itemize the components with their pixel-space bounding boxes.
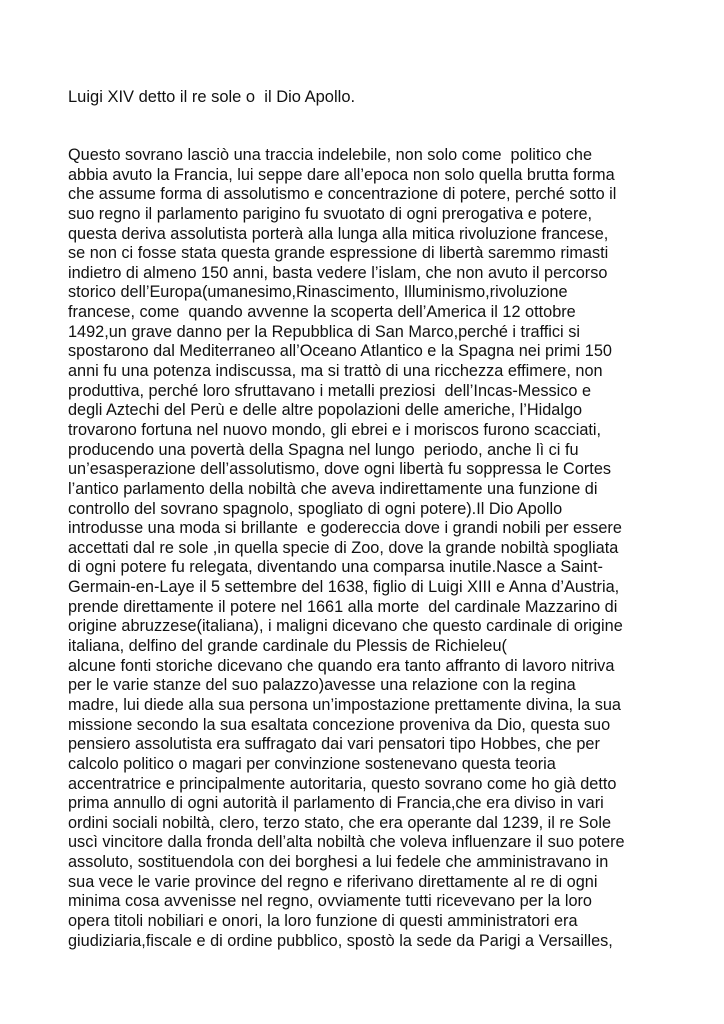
document-title: Luigi XIV detto il re sole o il Dio Apollo. [68,88,356,106]
text-line: giudiziaria,fiscale e di ordine pubblico, spostò la sede da Parigi a Versailles, [68,931,613,950]
text-line: sua vece le varie province del regno e riferivano direttamente al re di ogni [68,872,598,891]
text-line: pensiero assolutista era suffragato dai vari pensatori tipo Hobbes, che per [68,735,600,754]
text-line: indietro di almeno 150 anni, basta vedere l’islam, che non avuto il percorso [68,263,608,282]
text-line: produttiva, perché loro sfruttavano i metalli preziosi dell’Incas-Messico e [68,381,592,400]
text-line: origine abruzzese(italiana), i maligni dicevano che questo cardinale di origine [68,617,623,636]
text-line: calcolo politico o magari per convinzione sostenevano questa teoria [68,754,556,773]
text-line: francese, come quando avvenne la scoperta dell’America il 12 ottobre [68,303,576,322]
text-line: prima annullo di ogni autorità il parlamento di Francia,che era diviso in vari [68,794,604,813]
text-line: italiana, delfino del grande cardinale du Plessis de Richieleu( [68,637,507,656]
text-line: prende direttamente il potere nel 1661 alla morte del cardinale Mazzarino di [68,597,618,616]
text-line: l’antico parlamento della nobiltà che aveva indirettamente una funzione di [68,479,598,498]
text-line: madre, lui diede alla sua persona un’impostazione prettamente divina, la sua [68,695,621,714]
text-line: abbia avuto la Francia, lui seppe dare all’epoca non solo quella brutta forma [68,165,615,184]
text-line: Germain-en-Laye il 5 settembre del 1638, figlio di Luigi XIII e Anna d’Austria, [68,578,620,597]
text-line: trovarono fortuna nel nuovo mondo, gli ebrei e i moriscos furono scacciati, [68,420,602,439]
text-line: controllo del sovrano spagnolo, spogliato di ogni potere).Il Dio Apollo [68,499,563,518]
text-line: producendo una povertà della Spagna nel lungo periodo, anche lì ci fu [68,440,579,459]
text-line: ordini sociali nobiltà, clero, terzo stato, che era operante dal 1239, il re Sole [68,813,612,832]
text-line: questa deriva assolutista porterà alla lunga alla mitica rivoluzione francese, [68,224,609,243]
text-line: uscì vincitore dalla fronda dell’alta nobiltà che voleva influenzare il suo potere [68,833,625,852]
text-line: accettati dal re sole ,in quella specie di Zoo, dove la grande nobiltà spogliata [68,538,619,557]
text-line: opera titoli nobiliari e onori, la loro funzione di questi amministratori era [68,911,578,930]
text-line: accentratrice e principalmente autoritaria, questo sovrano come ho già detto [68,774,617,793]
text-line: storico dell’Europa(umanesimo,Rinascimento, Illuminismo,rivoluzione [68,283,568,302]
text-line: un’esasperazione dell’assolutismo, dove ogni libertà fu soppressa le Cortes [68,460,612,479]
text-line: introdusse una moda si brillante e godereccia dove i grandi nobili per essere [68,519,622,538]
document-body [68,146,668,951]
text-line: assoluto, sostituendola con dei borghesi a lui fedele che amministravano in [68,853,609,872]
text-line: per le varie stanze del suo palazzo)avesse una relazione con la regina [68,676,576,695]
text-line: Questo sovrano lasciò una traccia indelebile, non solo come politico che [68,146,593,164]
text-line: che assume forma di assolutismo e concentrazione di potere, perché sotto il [68,185,617,204]
text-line: spostarono dal Mediterraneo all’Oceano Atlantico e la Spagna nei primi 150 [68,342,612,361]
text-line: se non ci fosse stata questa grande espressione di libertà saremmo rimasti [68,244,609,263]
text-line: di ogni potere fu relegata, diventando una comparsa inutile.Nasce a Saint- [68,558,603,577]
text-line: alcune fonti storiche dicevano che quando era tanto affranto di lavoro nitriva [68,656,615,675]
text-line: minima cosa avvenisse nel regno, ovviamente tutti ricevevano per la loro [68,892,592,911]
text-line: anni fu una potenza indiscussa, ma si trattò di una ricchezza effimere, non [68,362,603,381]
text-line: degli Aztechi del Perù e delle altre popolazioni delle americhe, l’Hidalgo [68,401,583,420]
text-line: 1492,un grave danno per la Repubblica di San Marco,perché i traffici si [68,322,580,341]
text-line: missione secondo la sua esaltata concezione proveniva da Dio, questa suo [68,715,611,734]
text-line: suo regno il parlamento parigino fu svuotato di ogni prerogativa e potere, [68,204,593,223]
